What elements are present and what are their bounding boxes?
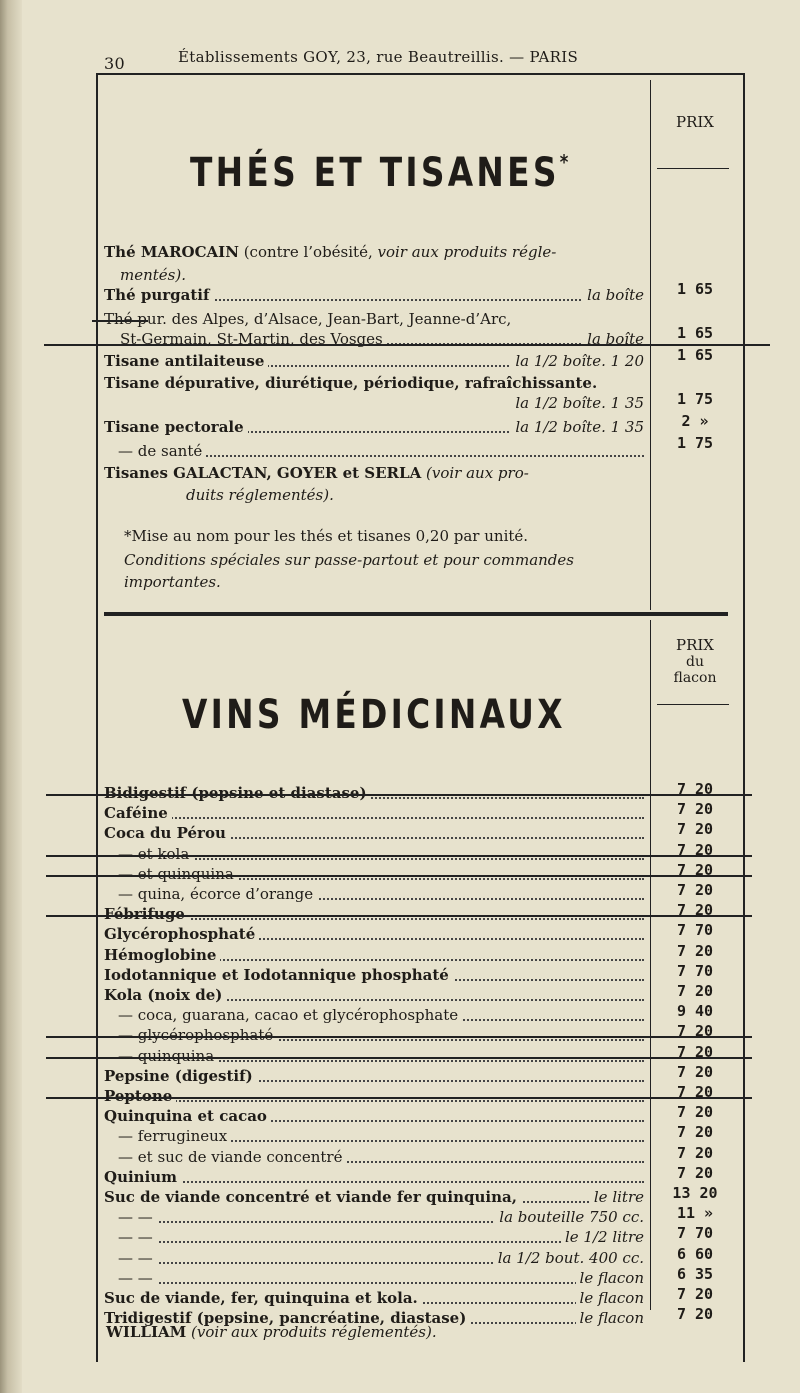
price-header-flacon: flacon xyxy=(673,670,717,686)
table-row xyxy=(104,804,644,824)
strikethrough xyxy=(46,855,752,857)
page-curl xyxy=(0,0,22,1393)
price-header-rule xyxy=(657,704,729,705)
price-value: 9 40 xyxy=(676,1002,714,1020)
item-label: Fébrifuge xyxy=(104,905,189,923)
price-value: 7 20 xyxy=(676,1022,714,1040)
price-value: 7 20 xyxy=(676,1103,714,1121)
table-row xyxy=(104,1127,644,1147)
price-header: PRIX xyxy=(676,636,714,654)
strikethrough xyxy=(92,320,148,322)
list-item: la 1/2 boîte. 1 35 xyxy=(104,394,644,414)
item-label: — quinquina xyxy=(104,1047,218,1065)
item-label: — — xyxy=(104,1228,157,1246)
price-value: 7 20 xyxy=(676,820,714,838)
table-row xyxy=(104,1148,644,1168)
table-row xyxy=(104,824,644,844)
item-label: Quinium xyxy=(104,1168,181,1186)
list-item: St-Germain, St-Martin, des Vosges la boîte xyxy=(120,330,644,348)
establishment-header: Établissements GOY, 23, rue Beautreillis. — PARIS xyxy=(178,48,579,66)
item-label: — quina, écorce d’orange xyxy=(104,885,317,903)
item-label: Suc de viande, fer, quinquina et kola. xyxy=(104,1289,422,1307)
list-item: Thé purgatif la boîte xyxy=(104,286,644,304)
price-column-divider xyxy=(650,620,651,1310)
price-value: 7 20 xyxy=(676,881,714,899)
item-label: — ferrugineux xyxy=(104,1127,231,1145)
price-value: 1 75 xyxy=(676,434,714,452)
section-title-thes: THÉS ET TISANES* xyxy=(190,150,572,196)
table-row xyxy=(104,1067,644,1087)
item-label: — et suc de viande concentré xyxy=(104,1148,346,1166)
table-row xyxy=(104,986,644,1006)
item-label: — et quinquina xyxy=(104,865,238,883)
item-label: Hémoglobine xyxy=(104,946,220,964)
item-label: Suc de viande concentré et viande fer quinquina, xyxy=(104,1188,521,1206)
strikethrough xyxy=(46,875,752,877)
price-header-rule xyxy=(657,168,729,169)
price-value: 7 20 xyxy=(676,942,714,960)
list-item: Tisane dépurative, diurétique, périodique, rafraîchissante. xyxy=(104,374,598,392)
price-value: 2 » xyxy=(681,412,709,430)
item-unit: le litre xyxy=(590,1188,644,1206)
table-row xyxy=(104,1107,644,1127)
strikethrough xyxy=(46,1057,752,1059)
item-label: — et kola xyxy=(104,845,193,863)
price-header-du: du xyxy=(686,654,704,670)
list-item: Tisane antilaiteuse la 1/2 boîte. 1 20 xyxy=(104,352,644,370)
table-row xyxy=(104,966,644,986)
entry-the-marocain: Thé MAROCAIN (contre l’obésité, voir aux produits régle- xyxy=(104,243,557,261)
list-item: — de santé xyxy=(118,442,644,462)
item-unit: la 1/2 bout. 400 cc. xyxy=(494,1249,644,1267)
strikethrough xyxy=(46,915,752,917)
strikethrough xyxy=(46,1036,752,1038)
table-row xyxy=(104,946,644,966)
item-label: Glycérophosphaté xyxy=(104,925,259,943)
price-value: 7 20 xyxy=(676,1083,714,1101)
item-label: Kola (noix de) xyxy=(104,986,226,1004)
item-label: — — xyxy=(104,1249,157,1267)
table-row xyxy=(104,1249,644,1269)
note-conditions-cont: importantes. xyxy=(124,573,221,591)
item-label: — — xyxy=(104,1269,157,1287)
list-item: Thé pur. des Alpes, d’Alsace, Jean-Bart, Jeanne-d’Arc, xyxy=(104,310,512,328)
item-label: — glycérophosphaté xyxy=(104,1026,277,1044)
table-row xyxy=(104,1228,644,1248)
price-value: 7 20 xyxy=(676,1144,714,1162)
entry-galactan: Tisanes GALACTAN, GOYER et SERLA (voir aux pro- xyxy=(104,464,529,482)
price-header: PRIX xyxy=(676,113,714,131)
list-item: Tisane pectorale la 1/2 boîte. 1 35 xyxy=(104,418,644,436)
price-value: 6 35 xyxy=(676,1265,714,1283)
price-value: 7 20 xyxy=(676,1043,714,1061)
item-label: Caféine xyxy=(104,804,172,822)
table-row xyxy=(104,1006,644,1026)
price-value: 7 20 xyxy=(676,1123,714,1141)
strikethrough xyxy=(46,794,752,796)
entry-the-marocain-cont: mentés). xyxy=(120,266,186,284)
price-value: 7 20 xyxy=(676,1164,714,1182)
price-value: 7 70 xyxy=(676,962,714,980)
price-value: 7 20 xyxy=(676,800,714,818)
price-value: 7 20 xyxy=(676,1285,714,1303)
table-row xyxy=(104,925,644,945)
item-unit: la bouteille 750 cc. xyxy=(495,1208,644,1226)
note-conditions: Conditions spéciales sur passe-partout et pour commandes xyxy=(124,551,574,569)
price-value: 1 75 xyxy=(676,390,714,408)
table-row xyxy=(104,1269,644,1289)
item-label: Iodotannique et Iodotannique phosphaté xyxy=(104,966,453,984)
price-value: 7 20 xyxy=(676,1305,714,1323)
item-unit: le flacon xyxy=(576,1289,644,1307)
strikethrough xyxy=(46,1097,752,1099)
item-label: — coca, guarana, cacao et glycérophosphate xyxy=(104,1006,462,1024)
item-label: Quinquina et cacao xyxy=(104,1107,271,1125)
item-unit: le flacon xyxy=(576,1309,644,1327)
price-value: 13 20 xyxy=(672,1184,718,1202)
page-number: 30 xyxy=(104,54,125,73)
item-label: Pepsine (digestif) xyxy=(104,1067,257,1085)
price-value: 1 65 xyxy=(676,324,714,342)
table-row xyxy=(104,885,644,905)
section-separator xyxy=(104,612,728,616)
item-unit: le flacon xyxy=(576,1269,644,1287)
section-title-vins: VINS MÉDICINAUX xyxy=(182,692,566,738)
item-label: Tridigestif (pepsine, pancréatine, diastase) xyxy=(104,1309,470,1327)
price-value: 7 20 xyxy=(676,1063,714,1081)
item-label: — — xyxy=(104,1208,157,1226)
price-value: 7 20 xyxy=(676,861,714,879)
price-value: 7 20 xyxy=(676,982,714,1000)
table-row xyxy=(104,1188,644,1208)
table-row xyxy=(104,1208,644,1228)
price-value: 11 » xyxy=(676,1204,714,1222)
table-row xyxy=(104,1168,644,1188)
item-label: Coca du Pérou xyxy=(104,824,230,842)
entry-william: WILLIAM (voir aux produits réglementés). xyxy=(106,1323,437,1341)
price-value: 7 20 xyxy=(676,780,714,798)
note-mise-au-nom: *Mise au nom pour les thés et tisanes 0,20 par unité. xyxy=(124,527,529,545)
entry-galactan-cont: duits réglementés). xyxy=(186,486,334,504)
price-value: 7 70 xyxy=(676,1224,714,1242)
price-value: 6 60 xyxy=(676,1245,714,1263)
table-row xyxy=(104,1289,644,1309)
price-value: 1 65 xyxy=(676,346,714,364)
price-value: 7 20 xyxy=(676,841,714,859)
item-label: Bidigestif (pepsine et diastase) xyxy=(104,784,371,802)
price-value: 7 70 xyxy=(676,921,714,939)
item-label: Peptone xyxy=(104,1087,176,1105)
item-unit: le 1/2 litre xyxy=(561,1228,644,1246)
price-value: 7 20 xyxy=(676,901,714,919)
price-value: 1 65 xyxy=(676,280,714,298)
